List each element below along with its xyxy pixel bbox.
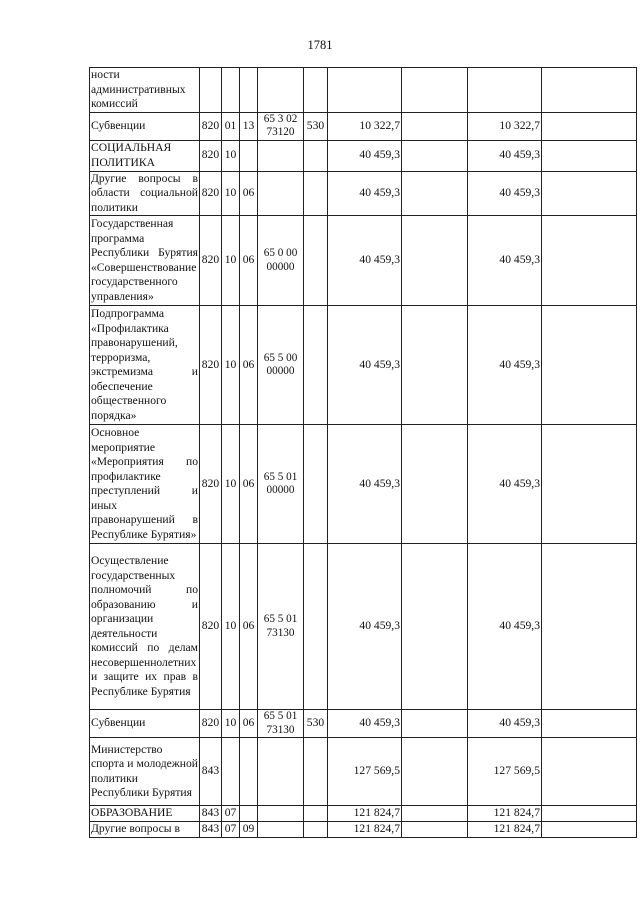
row-section: 10 bbox=[222, 171, 240, 216]
row-code: 843 bbox=[200, 806, 222, 822]
row-code: 820 bbox=[200, 140, 222, 171]
row-total: 121 824,7 bbox=[468, 806, 542, 822]
row-extra bbox=[542, 710, 637, 738]
row-name: Субвенции bbox=[90, 112, 200, 140]
row-section: 10 bbox=[222, 710, 240, 738]
row-amount: 40 459,3 bbox=[328, 216, 402, 306]
row-code: 843 bbox=[200, 822, 222, 838]
row-subsection: 09 bbox=[240, 822, 258, 838]
row-section: 07 bbox=[222, 822, 240, 838]
row-amount-other bbox=[402, 710, 468, 738]
row-amount: 40 459,3 bbox=[328, 140, 402, 171]
row-extra bbox=[542, 306, 637, 425]
row-expense-type bbox=[304, 216, 328, 306]
row-extra bbox=[542, 140, 637, 171]
row-target-article: 65 5 00 00000 bbox=[258, 306, 304, 425]
table-row bbox=[90, 425, 637, 544]
row-extra bbox=[542, 738, 637, 806]
row-amount: 40 459,3 bbox=[328, 425, 402, 544]
row-amount-other bbox=[402, 738, 468, 806]
row-amount-other bbox=[402, 822, 468, 838]
row-amount-other bbox=[402, 306, 468, 425]
row-name: Другие вопросы в области социальной политики bbox=[91, 171, 198, 214]
row-total: 40 459,3 bbox=[468, 544, 542, 710]
row-name: СОЦИАЛЬНАЯ ПОЛИТИКА bbox=[90, 140, 200, 171]
row-amount: 121 824,7 bbox=[328, 806, 402, 822]
row-amount: 10 322,7 bbox=[328, 112, 402, 140]
row-extra bbox=[542, 822, 637, 838]
row-expense-type bbox=[304, 544, 328, 710]
row-code: 843 bbox=[200, 738, 222, 806]
row-total: 40 459,3 bbox=[468, 425, 542, 544]
row-target-article: 65 0 00 00000 bbox=[258, 216, 304, 306]
row-total: 121 824,7 bbox=[468, 822, 542, 838]
row-section: 01 bbox=[222, 112, 240, 140]
page-number: 1781 bbox=[307, 38, 333, 52]
row-subsection bbox=[240, 738, 258, 806]
row-amount-other bbox=[402, 68, 468, 113]
row-expense-type: 530 bbox=[304, 112, 328, 140]
row-target-article bbox=[258, 171, 304, 216]
row-name: Подпрограмма «Профилактика правонарушений, терроризма, экстремизма и обеспечение общественного порядка» bbox=[90, 306, 200, 425]
row-expense-type bbox=[304, 425, 328, 544]
table-row bbox=[90, 140, 637, 171]
row-amount-other bbox=[402, 806, 468, 822]
row-total: 40 459,3 bbox=[468, 140, 542, 171]
row-target-article: 65 5 01 00000 bbox=[258, 425, 304, 544]
row-name: Осуществление государственных полномочий по образованию и организации деятельности комиссий по делам несовершеннолетних и защите их прав в Республике Бурятия bbox=[90, 544, 200, 710]
row-code: 820 bbox=[200, 425, 222, 544]
row-subsection: 06 bbox=[240, 306, 258, 425]
table-row bbox=[90, 544, 637, 710]
row-target-article: 65 5 01 73130 bbox=[258, 710, 304, 738]
row-subsection bbox=[240, 68, 258, 113]
row-subsection: 06 bbox=[240, 425, 258, 544]
row-section: 10 bbox=[222, 544, 240, 710]
row-amount: 40 459,3 bbox=[328, 710, 402, 738]
row-amount: 127 569,5 bbox=[328, 738, 402, 806]
row-target-article bbox=[258, 738, 304, 806]
row-amount: 40 459,3 bbox=[328, 306, 402, 425]
row-amount-other bbox=[402, 171, 468, 216]
row-total: 127 569,5 bbox=[468, 738, 542, 806]
budget-table bbox=[89, 67, 637, 838]
row-amount: 121 824,7 bbox=[328, 822, 402, 838]
table-row bbox=[90, 112, 637, 140]
row-total: 40 459,3 bbox=[468, 306, 542, 425]
row-section: 10 bbox=[222, 425, 240, 544]
row-target-article bbox=[258, 68, 304, 113]
table-row bbox=[90, 806, 637, 822]
row-extra bbox=[542, 544, 637, 710]
row-extra bbox=[542, 425, 637, 544]
row-section: 10 bbox=[222, 306, 240, 425]
row-amount: 40 459,3 bbox=[328, 171, 402, 216]
row-name: Другие вопросы в bbox=[90, 822, 200, 838]
row-subsection bbox=[240, 806, 258, 822]
row-subsection: 06 bbox=[240, 710, 258, 738]
row-target-article bbox=[258, 140, 304, 171]
row-code: 820 bbox=[200, 544, 222, 710]
row-total: 10 322,7 bbox=[468, 112, 542, 140]
row-name: ности административных комиссий bbox=[90, 68, 200, 113]
row-section: 07 bbox=[222, 806, 240, 822]
row-extra bbox=[542, 171, 637, 216]
row-code: 820 bbox=[200, 216, 222, 306]
row-expense-type bbox=[304, 806, 328, 822]
row-total: 40 459,3 bbox=[468, 710, 542, 738]
row-expense-type: 530 bbox=[304, 710, 328, 738]
row-name: ОБРАЗОВАНИЕ bbox=[90, 806, 200, 822]
table-row bbox=[90, 68, 637, 113]
row-target-article bbox=[258, 822, 304, 838]
row-name: Министерство спорта и молодежной политики Республики Бурятия bbox=[90, 738, 200, 806]
row-amount-other bbox=[402, 112, 468, 140]
row-extra bbox=[542, 68, 637, 113]
row-total: 40 459,3 bbox=[468, 216, 542, 306]
row-subsection: 13 bbox=[240, 112, 258, 140]
row-expense-type bbox=[304, 140, 328, 171]
row-code: 820 bbox=[200, 171, 222, 216]
row-extra bbox=[542, 216, 637, 306]
row-expense-type bbox=[304, 68, 328, 113]
row-expense-type bbox=[304, 171, 328, 216]
table-row bbox=[90, 738, 637, 806]
row-code: 820 bbox=[200, 306, 222, 425]
row-section bbox=[222, 68, 240, 113]
table-row bbox=[90, 822, 637, 838]
table-row bbox=[90, 710, 637, 738]
row-subsection: 06 bbox=[240, 171, 258, 216]
row-expense-type bbox=[304, 738, 328, 806]
row-amount-other bbox=[402, 425, 468, 544]
row-name: Государственная программа Республики Бурятия «Совершенствование государственного управления» bbox=[90, 216, 200, 306]
row-amount: 40 459,3 bbox=[328, 544, 402, 710]
row-section bbox=[222, 738, 240, 806]
row-subsection bbox=[240, 140, 258, 171]
table-row bbox=[90, 306, 637, 425]
row-section: 10 bbox=[222, 216, 240, 306]
row-subsection: 06 bbox=[240, 216, 258, 306]
table-row bbox=[90, 171, 637, 216]
row-extra bbox=[542, 806, 637, 822]
row-code: 820 bbox=[200, 710, 222, 738]
row-code bbox=[200, 68, 222, 113]
row-target-article bbox=[258, 806, 304, 822]
row-amount-other bbox=[402, 544, 468, 710]
row-name: Субвенции bbox=[90, 710, 200, 738]
row-amount-other bbox=[402, 140, 468, 171]
row-total bbox=[468, 68, 542, 113]
row-expense-type bbox=[304, 822, 328, 838]
row-expense-type bbox=[304, 306, 328, 425]
row-code: 820 bbox=[200, 112, 222, 140]
table-row bbox=[90, 216, 637, 306]
row-section: 10 bbox=[222, 140, 240, 171]
row-target-article: 65 3 02 73120 bbox=[258, 112, 304, 140]
row-amount-other bbox=[402, 216, 468, 306]
row-subsection: 06 bbox=[240, 544, 258, 710]
row-name: Основное мероприятие «Мероприятия по профилактике преступлений и иных правонарушений в Республике Бурятия» bbox=[90, 425, 200, 544]
row-extra bbox=[542, 112, 637, 140]
row-target-article: 65 5 01 73130 bbox=[258, 544, 304, 710]
row-total: 40 459,3 bbox=[468, 171, 542, 216]
row-amount bbox=[328, 68, 402, 113]
